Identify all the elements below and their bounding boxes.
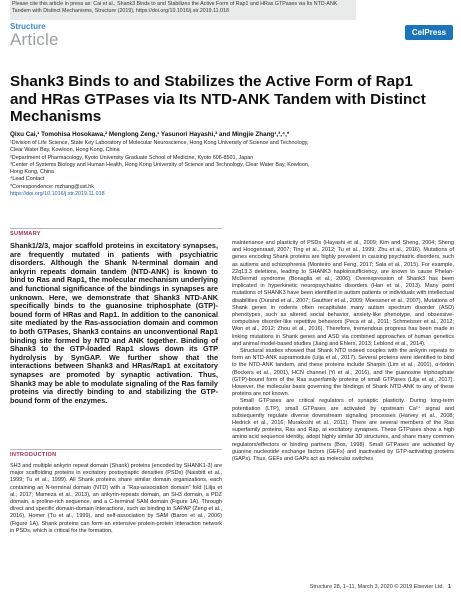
- citation-text: Please cite this article in press as: Cai et al., Shank3 Binds to and Stabilizes the Active Form of Rap1 and HRas GTPases via Its NTD-ANK Tandem with Distinct Mechanisms, Structure (2019), https://doi.org/10.1016/j.str.2019.11.018: [12, 1, 338, 14]
- right-column: [232, 240, 454, 463]
- correspondence[interactable]: *Correspondence: mzhang@ust.hk: [10, 183, 94, 190]
- intro-text: [10, 463, 222, 535]
- summary-text: Shank1/2/3, major scaffold proteins in excitatory synapses, are frequently mutated in patients with psychiatric disorders. Although the Shank N-terminal domain and ankyrin repeats domain tandem (NTD-ANK) is known to bind to Ras and Rap1, the molecular mechanism underlying and functional significance of the bindings in synapses are unknown. Here, we demonstrate that Shank3 NTD-ANK specifically binds to the guanosine triphosphate (GTP)-bound form of HRas and Rap1. In addition to the canonical site mediated by the Ras-association domain and common to both GTPases, Shank3 contains an unconventional Rap1 binding site formed by NTD and ANK together. Binding of Shank3 to the GTP-loaded Rap1 slows down its GTP hydrolysis by SynGAP. We further show that the interactions between Shank3 and HRas/Rap1 at excitatory synapses are promoted by synaptic activation. Thus, Shank3 may be able to modulate signaling of the Ras family proteins via directly binding to and stabilizing the GTP-bound form of the enzymes.: [10, 241, 218, 405]
- body-paragraph-1: maintenance and plasticity of PSDs (Hayashi et al., 2009; Kim and Sheng, 2004; Sheng and Hoogenraad, 2007; Ting et al., 2012; Tu et al., 1999; Zhu et al., 2016). Mutations of genes encoding Shank proteins are highly prevalent in causing psychiatric disorders, such as autisms and schizophrenia (Monteiro and Feng, 2017; Sala et al., 2015). For example, 22q13.3 deletions, leading to SHANK3 haploinsufficiency, are known to cause Phelan-McDermid syndrome (Bonaglia et al., 2006). Overexpression of Shank3 has been implicated in hyperkinetic neuropsychiatric disorders (Han et al., 2013). Many point mutations of SHANK3 have been identified in autism patients or individuals with intellectual disabilities (Durand et al., 2007; Gauthier et al., 2009; Moessner et al., 2007). Mutations of Shank genes in rodents often recapitulate many autism spectrum disorder (ASD) phenotypes, such as altered social behavior, anxiety-like phenotype, and obsessive-compulsive disorder-like repetitive behaviors (Peca et al., 2011; Schmeisser et al., 2012; Won et al., 2012; Zhou et al., 2016). Therefore, tremendous progress has been made in linking mutations in Shank genes and ASD via combined approaches of human genetics and animal model-based studies (Jiang and Ehlers, 2013; Leblond et al., 2014).: [232, 240, 454, 347]
- author-list: Qixu Cai,¹ Tomohisa Hosokawa,² Menglong Zeng,¹ Yasunori Hayashi,² and Mingjie Zhang¹,³,⁴,*: [10, 131, 290, 138]
- affiliation-2: ²Department of Pharmacology, Kyoto University Graduate School of Medicine, Kyoto 606-8501, Japan: [10, 154, 254, 161]
- summary-heading: SUMMARY: [10, 231, 41, 237]
- page-footer: [310, 584, 451, 590]
- intro-heading: INTRODUCTION: [10, 452, 57, 458]
- body-paragraph-3: Small GTPases are critical regulators of synaptic plasticity. During long-term potentiation (LTP), small GTPases are activated by upstream Ca²⁺ signal and subsequently regulate diverse downstream signaling processes (Harvey et al., 2008; Hedrick et al., 2016; Murakoshi et al., 2011). There are several members of the Ras superfamily proteins, Ras and Rap, at excitatory synapses. These GTPases show a high amino acid sequence identity, adopt highly similar 3D structures, and share many common regulators/effectors or binding partners (Bos, 1998). Small GTPases are activated by guanine nucleotide exchange factors (GEFs) and inactivated by GTP-activating proteins (GAPs). Thus, GEFs and GAPs act as molecular switches: [232, 398, 454, 463]
- cellpress-logo[interactable]: CelPress: [405, 25, 453, 40]
- article-title: Shank3 Binds to and Stabilizes the Active Form of Rap1 and HRas GTPases via Its NTD-ANK Tandem with Distinct Mechanisms: [10, 73, 426, 125]
- body-paragraph-2: Structural studies showed that Shank NTD indeed couples with the ankyrin repeats to form an NTD-ANK supramodule (Lilja et al., 2017). Several proteins were identified to bind to the NTD-ANK tandem, and these proteins include Sharpin (Lim et al., 2001), α-fodrin (Bockers et al., 2001), HCN channel (Yi et al., 2016), and the guanosine triphosphate (GTP)-bound form of the Ras superfamily proteins of small GTPases (Lilja et al., 2017). However, the molecular basis governing the bindings of Shank NTD-ANK to any of these proteins are not known.: [232, 348, 454, 398]
- intro-divider: [10, 449, 222, 450]
- affiliations: [10, 140, 310, 198]
- doi-link[interactable]: https://doi.org/10.1016/j.str.2019.11.018: [10, 191, 105, 198]
- article-type: Article: [10, 30, 59, 49]
- citation-notice: [10, 0, 356, 20]
- lead-contact: ⁴Lead Contact: [10, 176, 45, 183]
- intro-paragraph: SH3 and multiple ankyrin repeat domain (Shank) proteins (encoded by SHANK1-3) are major scaffolding proteins in excitatory postsynaptic densities (PSDs) (Naisbitt et al., 1999; Tu et al., 1999). All Shank proteins share similar domain organizations, each containing an N-terminal domain (NTD) with a “Ras-association domain” fold (Lilja et al., 2017; Mameza et al., 2013), an ankyrin-repeats domain, an SH3 domain, a PDZ domain, a proline-rich sequence, and a C-terminal SAM domain (Figure 1A). Through direct and specific domain-domain interactions, such as binding to SAPAP (Zeng et al., 2016), Homer (Tu et al., 1999), and self-association by SAM (Baron et al., 2006) (Figure 1A), Shank proteins can form an extensive protein-protein interaction network in PSDs, which is critical for the formation,: [10, 463, 222, 534]
- affiliation-3: ³Center of Systems Biology and Human Health, Hong Kong University of Science and Technology, Clear Water Bay, Kowloon, Hong Kong, China: [10, 161, 310, 176]
- summary-divider: [10, 228, 222, 229]
- page-number: 1: [447, 584, 451, 590]
- journal-name: Structure: [10, 22, 46, 31]
- footer-journal: Structure 28, 1–11, March 3, 2020 © 2019 Elsevier Ltd.: [309, 584, 444, 590]
- affiliation-1: ¹Division of Life Science, State Key Laboratory of Molecular Neuroscience, Hong Kong University of Science and Technology, Clear Water Bay, Kowloon, Hong Kong, China: [10, 140, 309, 154]
